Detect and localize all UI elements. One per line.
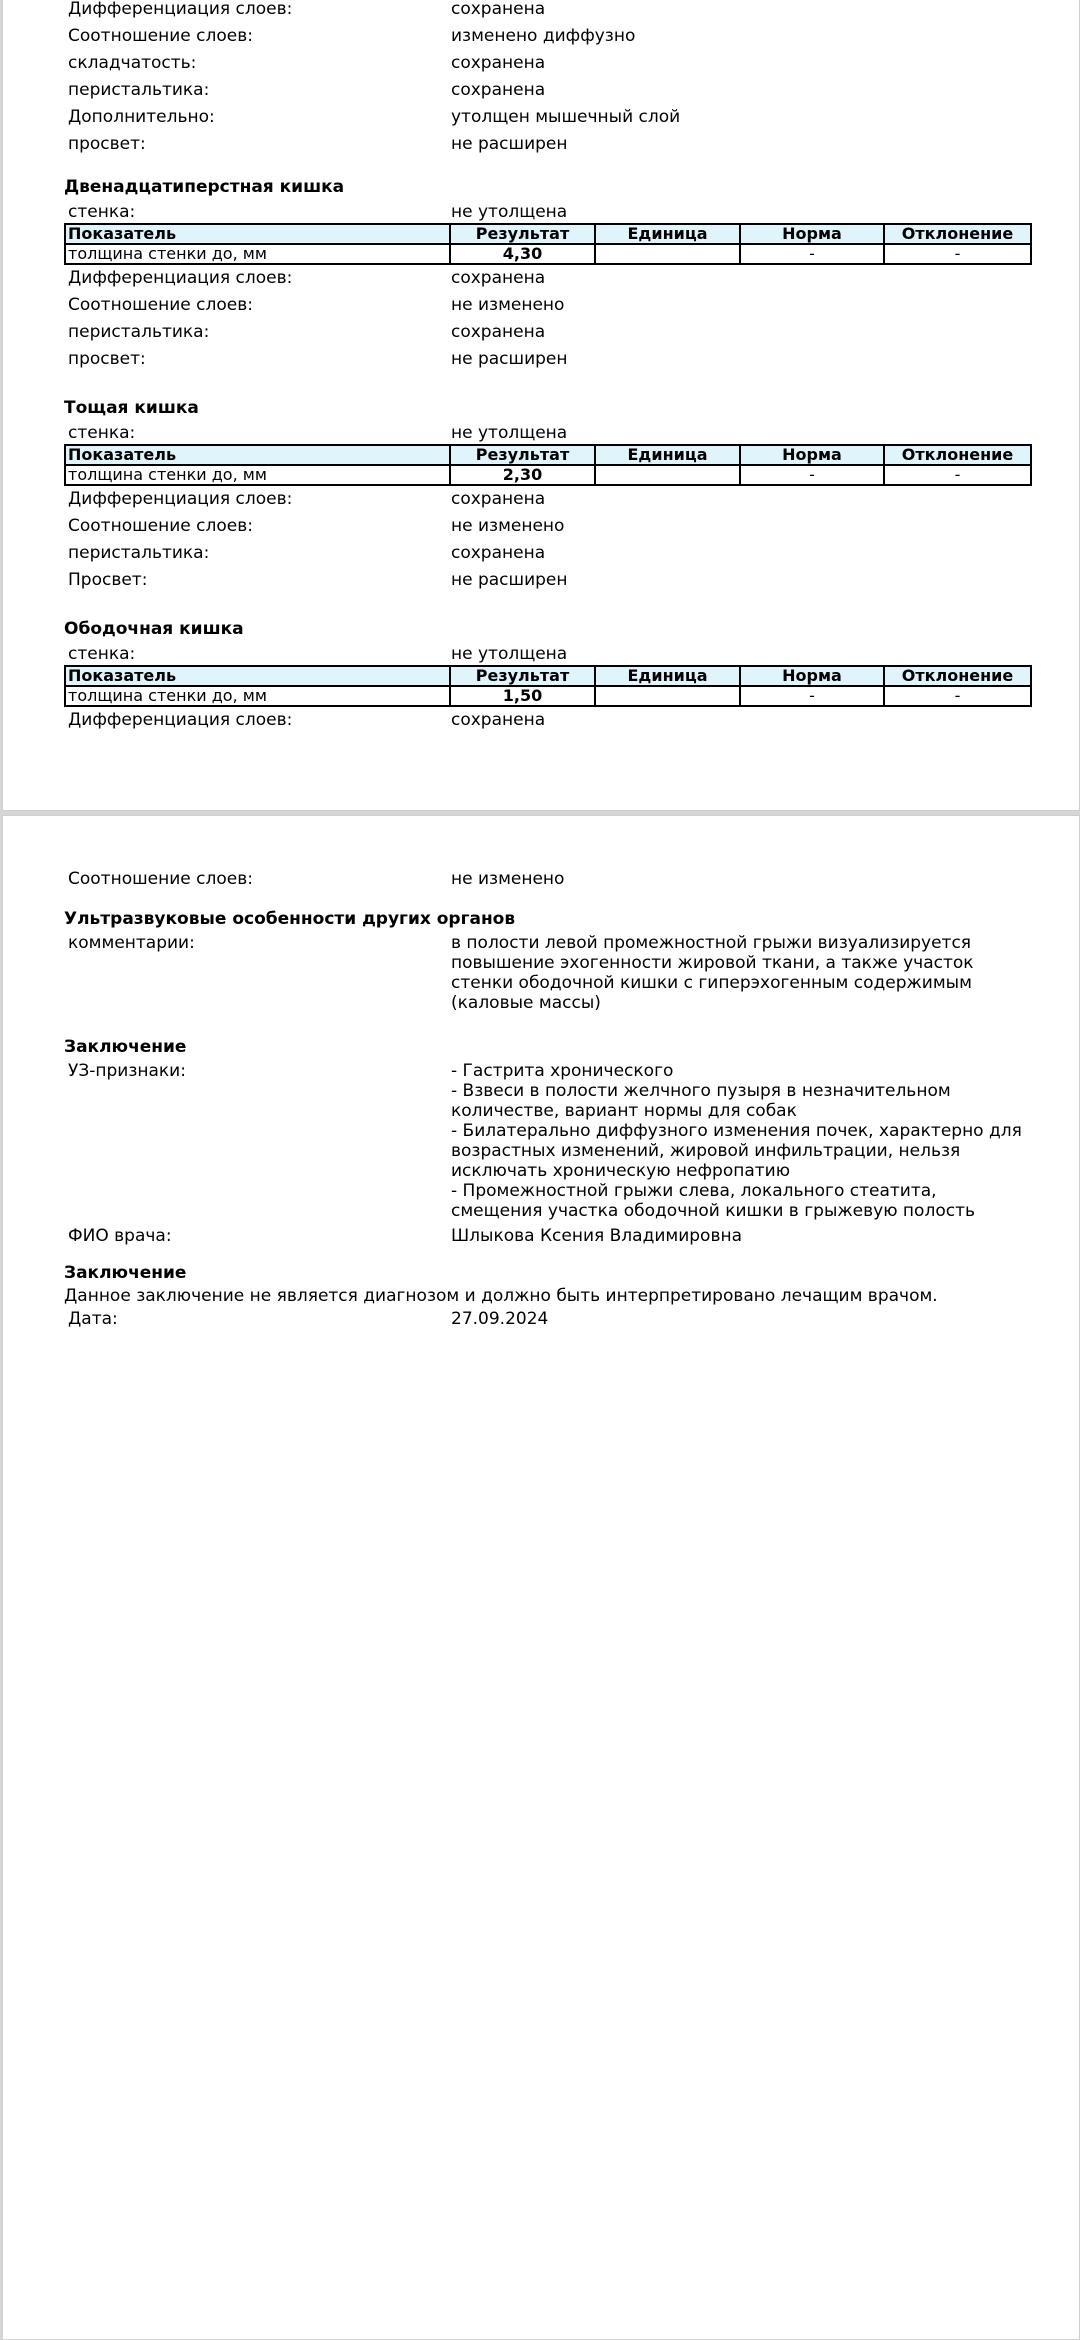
cell-deviation: - <box>884 244 1031 264</box>
row-value: не расширен <box>451 349 568 369</box>
header-indicator: Показатель <box>65 666 450 686</box>
row-value: изменено диффузно <box>451 26 636 46</box>
duodenum-section <box>64 174 1029 373</box>
row-value: сохранена <box>451 710 546 730</box>
header-norm: Норма <box>740 666 884 686</box>
report-row <box>64 707 1029 734</box>
header-deviation: Отклонение <box>884 666 1031 686</box>
table-header-row <box>65 224 1031 244</box>
row-label: Дифференциация слоев: <box>68 489 293 509</box>
report-row <box>64 50 1029 77</box>
header-deviation: Отклонение <box>884 445 1031 465</box>
cell-unit <box>595 465 740 485</box>
row-value: сохранена <box>451 322 546 342</box>
row-value: не изменено <box>451 295 565 315</box>
row-value: не изменено <box>451 516 565 536</box>
report-row <box>64 131 1029 158</box>
row-value: сохранена <box>451 0 546 19</box>
cell-deviation: - <box>884 465 1031 485</box>
header-norm: Норма <box>740 445 884 465</box>
row-value: сохранена <box>451 543 546 563</box>
row-value: сохранена <box>451 80 546 100</box>
table-header-row <box>65 666 1031 686</box>
header-indicator: Показатель <box>65 224 450 244</box>
date-label: Дата: <box>68 1309 118 1329</box>
cell-result: 4,30 <box>450 244 595 264</box>
report-row <box>64 643 1029 665</box>
section-title: Двенадцатиперстная кишка <box>64 177 345 197</box>
section-title: Заключение <box>64 1037 187 1057</box>
row-label: Соотношение слоев: <box>68 516 253 536</box>
row-label: перистальтика: <box>68 543 210 563</box>
row-label: перистальтика: <box>68 80 210 100</box>
header-indicator: Показатель <box>65 445 450 465</box>
doctor-name: Шлыкова Ксения Владимировна <box>451 1226 743 1246</box>
cell-indicator: толщина стенки до, мм <box>65 686 450 706</box>
section-title: Ободочная кишка <box>64 619 244 639</box>
measurement-table <box>64 665 1032 707</box>
row-label: стенка: <box>68 644 136 664</box>
doctor-label: ФИО врача: <box>68 1226 172 1246</box>
colon-section-continued <box>64 866 1029 893</box>
row-value: утолщен мышечный слой <box>451 107 681 127</box>
report-row <box>64 486 1029 513</box>
row-value: не утолщена <box>451 423 568 443</box>
other-organs-section <box>64 906 1029 1013</box>
report-page-2 <box>2 815 1080 2339</box>
row-label: стенка: <box>68 202 136 222</box>
report-row <box>64 933 1029 1013</box>
cell-norm: - <box>740 244 884 264</box>
row-label: комментарии: <box>68 933 195 953</box>
row-value: сохранена <box>451 268 546 288</box>
report-row <box>64 346 1029 373</box>
cell-deviation: - <box>884 686 1031 706</box>
row-value: сохранена <box>451 489 546 509</box>
row-value: не утолщена <box>451 202 568 222</box>
report-row <box>64 77 1029 104</box>
cell-unit <box>595 244 740 264</box>
report-row <box>64 1061 1029 1221</box>
report-row <box>64 567 1029 594</box>
row-value: в полости левой промежностной грыжи визуализируется повышение эхогенности жировой ткани, а также участок стенки ободочной кишки с гиперэхогенным содержимым (каловые массы) <box>451 933 974 1013</box>
report-row <box>64 292 1029 319</box>
colon-section <box>64 616 1029 734</box>
measurement-table <box>64 223 1032 265</box>
report-row <box>64 422 1029 444</box>
measurement-table <box>64 444 1032 486</box>
table-row <box>65 686 1031 706</box>
row-value: сохранена <box>451 53 546 73</box>
row-label: Просвет: <box>68 570 148 590</box>
row-label: Дифференциация слоев: <box>68 268 293 288</box>
section-title: Ультразвуковые особенности других органов <box>64 909 516 929</box>
report-page-1 <box>2 0 1080 811</box>
report-row <box>64 513 1029 540</box>
row-label: УЗ-признаки: <box>68 1061 186 1081</box>
cell-result: 1,50 <box>450 686 595 706</box>
row-label: перистальтика: <box>68 322 210 342</box>
cell-indicator: толщина стенки до, мм <box>65 244 450 264</box>
header-result: Результат <box>450 224 595 244</box>
row-label: Дифференциация слоев: <box>68 0 293 19</box>
report-row <box>64 866 1029 893</box>
row-label: Соотношение слоев: <box>68 26 253 46</box>
report-row <box>64 0 1029 23</box>
section-title: Тощая кишка <box>64 398 199 418</box>
row-label: Дополнительно: <box>68 107 215 127</box>
header-unit: Единица <box>595 224 740 244</box>
row-label: Соотношение слоев: <box>68 295 253 315</box>
row-value: не расширен <box>451 570 568 590</box>
report-row <box>64 1308 1029 1330</box>
report-row <box>64 104 1029 131</box>
header-unit: Единица <box>595 666 740 686</box>
row-label: стенка: <box>68 423 136 443</box>
row-value: не утолщена <box>451 644 568 664</box>
disclaimer-text: Данное заключение не является диагнозом и должно быть интерпретировано лечащим врачом. <box>64 1286 938 1306</box>
cell-result: 2,30 <box>450 465 595 485</box>
report-row <box>64 265 1029 292</box>
row-label: Соотношение слоев: <box>68 869 253 889</box>
row-label: Дифференциация слоев: <box>68 710 293 730</box>
row-label: просвет: <box>68 134 146 154</box>
cell-norm: - <box>740 686 884 706</box>
row-value: - Гастрита хронического - Взвеси в полости желчного пузыря в незначительном количестве, вариант нормы для собак - Билатерально диффузного изменения почек, характерно для возрастных изменений, жировой инфильтрации, нельзя исключать хроническую нефропатию - Промежностной грыжи слева, локального стеатита, смещения участка ободочной кишки в грыжевую полость <box>451 1061 1022 1221</box>
header-deviation: Отклонение <box>884 224 1031 244</box>
date-value: 27.09.2024 <box>451 1309 549 1329</box>
stomach-section-tail <box>64 0 1029 158</box>
table-row <box>65 244 1031 264</box>
header-result: Результат <box>450 666 595 686</box>
table-row <box>65 465 1031 485</box>
row-value: не изменено <box>451 869 565 889</box>
report-row <box>64 23 1029 50</box>
report-row <box>64 540 1029 567</box>
row-label: складчатость: <box>68 53 197 73</box>
report-row <box>64 319 1029 346</box>
disclaimer-section <box>64 1262 1029 1330</box>
table-header-row <box>65 445 1031 465</box>
header-unit: Единица <box>595 445 740 465</box>
cell-indicator: толщина стенки до, мм <box>65 465 450 485</box>
row-label: просвет: <box>68 349 146 369</box>
conclusion-section <box>64 1034 1029 1250</box>
jejunum-section <box>64 395 1029 594</box>
report-row <box>64 201 1029 223</box>
header-result: Результат <box>450 445 595 465</box>
cell-unit <box>595 686 740 706</box>
cell-norm: - <box>740 465 884 485</box>
header-norm: Норма <box>740 224 884 244</box>
row-value: не расширен <box>451 134 568 154</box>
report-row <box>64 1223 1029 1250</box>
section-title: Заключение <box>64 1263 187 1283</box>
